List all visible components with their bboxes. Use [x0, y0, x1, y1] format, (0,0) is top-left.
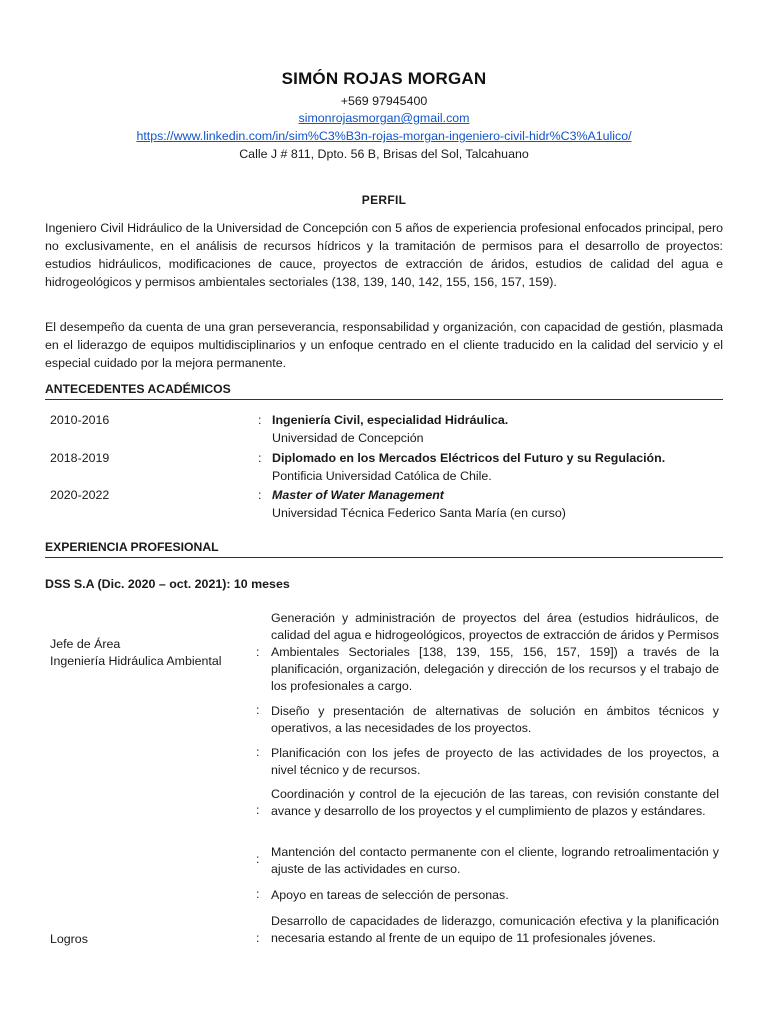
candidate-name: SIMÓN ROJAS MORGAN: [281, 69, 487, 88]
separator-colon: :: [258, 451, 262, 465]
academic-degree: Ingeniería Civil, especialidad Hidráulica.: [272, 413, 509, 427]
role-line-1: Jefe de Área: [50, 637, 121, 651]
separator-colon: :: [256, 887, 260, 901]
profile-paragraph-1: Ingeniero Civil Hidráulico de la Universidad de Concepción con 5 años de experiencia profesional enfocados principal, pero no exclusivamente, en el análisis de recursos hídricos y la tramitación de permisos para el desarrollo de proyectos: estudios hidráulicos, modificaciones de cauce, proyectos de extracción de áridos, estudios de calidad del agua e hidrogeológicos y permisos ambientales sectoriales (138, 139, 140, 142, 155, 156, 157, 159).: [45, 221, 723, 289]
academic-institution: Pontificia Universidad Católica de Chile.: [272, 469, 492, 483]
academic-years: 2018-2019: [50, 451, 110, 465]
company-title: DSS S.A (Dic. 2020 – oct. 2021): 10 meses: [45, 577, 290, 591]
academic-years: 2010-2016: [50, 413, 110, 427]
separator-colon: :: [256, 703, 260, 717]
academic-years: 2020-2022: [50, 488, 110, 502]
academic-entry: [45, 451, 723, 489]
profile-paragraph-2: El desempeño da cuenta de una gran perseverancia, responsabilidad y organización, con capacidad de gestión, plasmada en el liderazgo de equipos multidisciplinarios y un enfoque centrado en el cliente traducido en la calidad del servicio y el especial cuidado por la mejora permanente.: [45, 320, 723, 370]
phone-number: +569 97945400: [340, 94, 428, 108]
experience-item-text: Coordinación y control de la ejecución de las tareas, con revisión constante del avance y desarrollo de los proyectos y el cumplimiento de plazos y estándares.: [271, 787, 719, 818]
academic-heading: ANTECEDENTES ACADÉMICOS: [45, 382, 723, 400]
experience-item-text: Apoyo en tareas de selección de personas.: [271, 888, 509, 902]
achievements-label: Logros: [50, 932, 88, 946]
academic-institution: Universidad Técnica Federico Santa María (en curso): [272, 506, 566, 520]
address: Calle J # 811, Dpto. 56 B, Brisas del Sol, Talcahuano: [239, 147, 529, 161]
academic-entry: [45, 413, 723, 451]
profile-heading: PERFIL: [361, 193, 407, 207]
experience-item-text: Diseño y presentación de alternativas de solución en ámbitos técnicos y operativos, a las necesidades de los proyectos.: [271, 704, 719, 735]
experience-item-text: Planificación con los jefes de proyecto de las actividades de los proyectos, a nivel técnico y de recursos.: [271, 746, 719, 777]
separator-colon: :: [256, 852, 260, 866]
separator-colon: :: [256, 645, 260, 659]
separator-colon: :: [258, 488, 262, 502]
separator-colon: :: [256, 931, 260, 945]
linkedin-link[interactable]: https://www.linkedin.com/in/sim%C3%B3n-rojas-morgan-ingeniero-civil-hidr%C3%A1ulico/: [136, 129, 632, 143]
separator-colon: :: [256, 745, 260, 759]
academic-degree: Diplomado en los Mercados Eléctricos del Futuro y su Regulación.: [272, 451, 666, 465]
experience-item-text: Generación y administración de proyectos del área (estudios hidráulicos, de calidad del agua e hidrogeológicos, proyectos de extracción de áridos y Permisos Ambientales Sectoriales [138, 139, 155, 156, 157, 159]) a través de la planificación, organización, delegación y dirección de los recursos y el trabajo de los profesionales a cargo.: [271, 611, 719, 693]
separator-colon: :: [258, 413, 262, 427]
role-line-2: Ingeniería Hidráulica Ambiental: [50, 654, 222, 668]
academic-degree: Master of Water Management: [272, 488, 444, 502]
experience-item-text: Mantención del contacto permanente con el cliente, logrando retroalimentación y ajuste de las actividades en curso.: [271, 845, 719, 876]
role-title: [50, 636, 222, 670]
email-link[interactable]: simonrojasmorgan@gmail.com: [298, 111, 470, 125]
academic-entry: [45, 488, 723, 526]
academic-institution: Universidad de Concepción: [272, 431, 424, 445]
separator-colon: :: [256, 803, 260, 817]
experience-item-text: Desarrollo de capacidades de liderazgo, comunicación efectiva y la planificación necesaria estando al frente de un equipo de 11 profesionales jóvenes.: [271, 914, 719, 945]
experience-heading: EXPERIENCIA PROFESIONAL: [45, 540, 723, 558]
